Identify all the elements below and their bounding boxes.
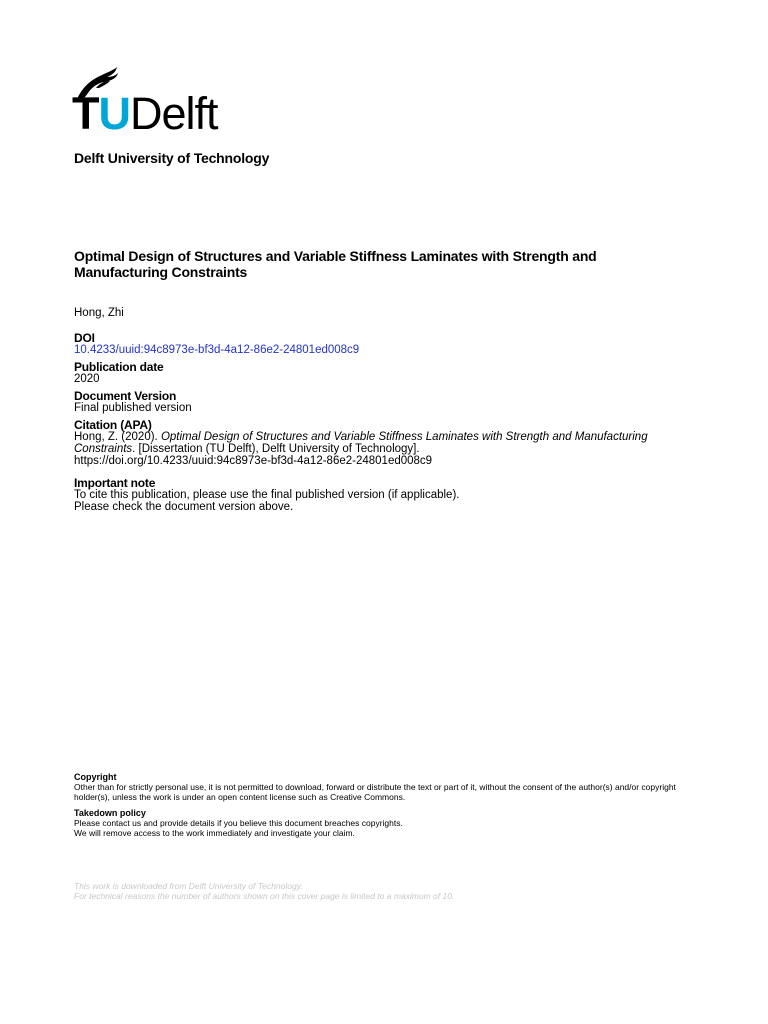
document-version-block — [74, 390, 674, 414]
takedown-block — [74, 808, 694, 838]
important-note-block — [74, 477, 674, 513]
document-title: Optimal Design of Structures and Variable Stiffness Laminates with Strength and Manufacturing Constraints — [74, 248, 597, 280]
document-version-value: Final published version — [74, 402, 192, 414]
citation-url: https://doi.org/10.4233/uuid:94c8973e-bf3d-4a12-86e2-24801ed008c9 — [74, 455, 433, 467]
citation-label: Citation (APA) — [74, 418, 152, 432]
important-note-line-2: Please check the document version above. — [74, 501, 294, 513]
important-note-label: Important note — [74, 476, 156, 490]
doi-link[interactable]: 10.4233/uuid:94c8973e-bf3d-4a12-86e2-24801ed008c9 — [74, 344, 360, 356]
copyright-text: Other than for strictly personal use, it is not permitted to download, forward or distribute the text or part of it, without the consent of the author(s) and/or copyright holder(s), unless the work is under an open content license such as Creative Commons. — [74, 782, 676, 802]
citation-prefix: Hong, Z. (2020). — [74, 431, 161, 443]
publication-date-label: Publication date — [74, 360, 164, 374]
copyright-label: Copyright — [74, 772, 117, 782]
takedown-line-2: We will remove access to the work immediately and investigate your claim. — [74, 828, 355, 838]
takedown-label: Takedown policy — [74, 808, 146, 818]
takedown-line-1: Please contact us and provide details if you believe this document breaches copyrights. — [74, 818, 403, 828]
institution-name: Delft University of Technology — [74, 150, 270, 166]
footer-note — [74, 881, 694, 901]
legal-section — [74, 772, 694, 844]
tu-delft-logo — [72, 66, 254, 138]
footer-line-2: For technical reasons the number of authors shown on this cover page is limited to a maximum of 10. — [74, 891, 455, 901]
copyright-block — [74, 772, 694, 802]
logo-delft: Delft — [130, 88, 218, 139]
footer-line-1: This work is downloaded from Delft University of Technology. — [74, 881, 303, 891]
citation-title: Optimal Design of Structures and Variable Stiffness Laminates with Strength and Manufacturing Constraints — [74, 431, 648, 455]
citation-block — [74, 419, 674, 467]
publication-date-block — [74, 361, 674, 385]
logo-t: T — [72, 88, 99, 139]
metadata-section — [74, 332, 674, 518]
logo-u: U — [98, 88, 130, 139]
publication-date-value: 2020 — [74, 373, 100, 385]
citation-text — [74, 431, 674, 455]
important-note-line-1: To cite this publication, please use the final published version (if applicable). — [74, 489, 460, 501]
logo-wordmark — [72, 90, 218, 138]
document-version-label: Document Version — [74, 389, 177, 403]
doi-block — [74, 332, 674, 356]
citation-suffix: . [Dissertation (TU Delft), Delft University of Technology]. — [132, 443, 420, 455]
doi-label: DOI — [74, 331, 95, 345]
author: Hong, Zhi — [74, 307, 124, 319]
